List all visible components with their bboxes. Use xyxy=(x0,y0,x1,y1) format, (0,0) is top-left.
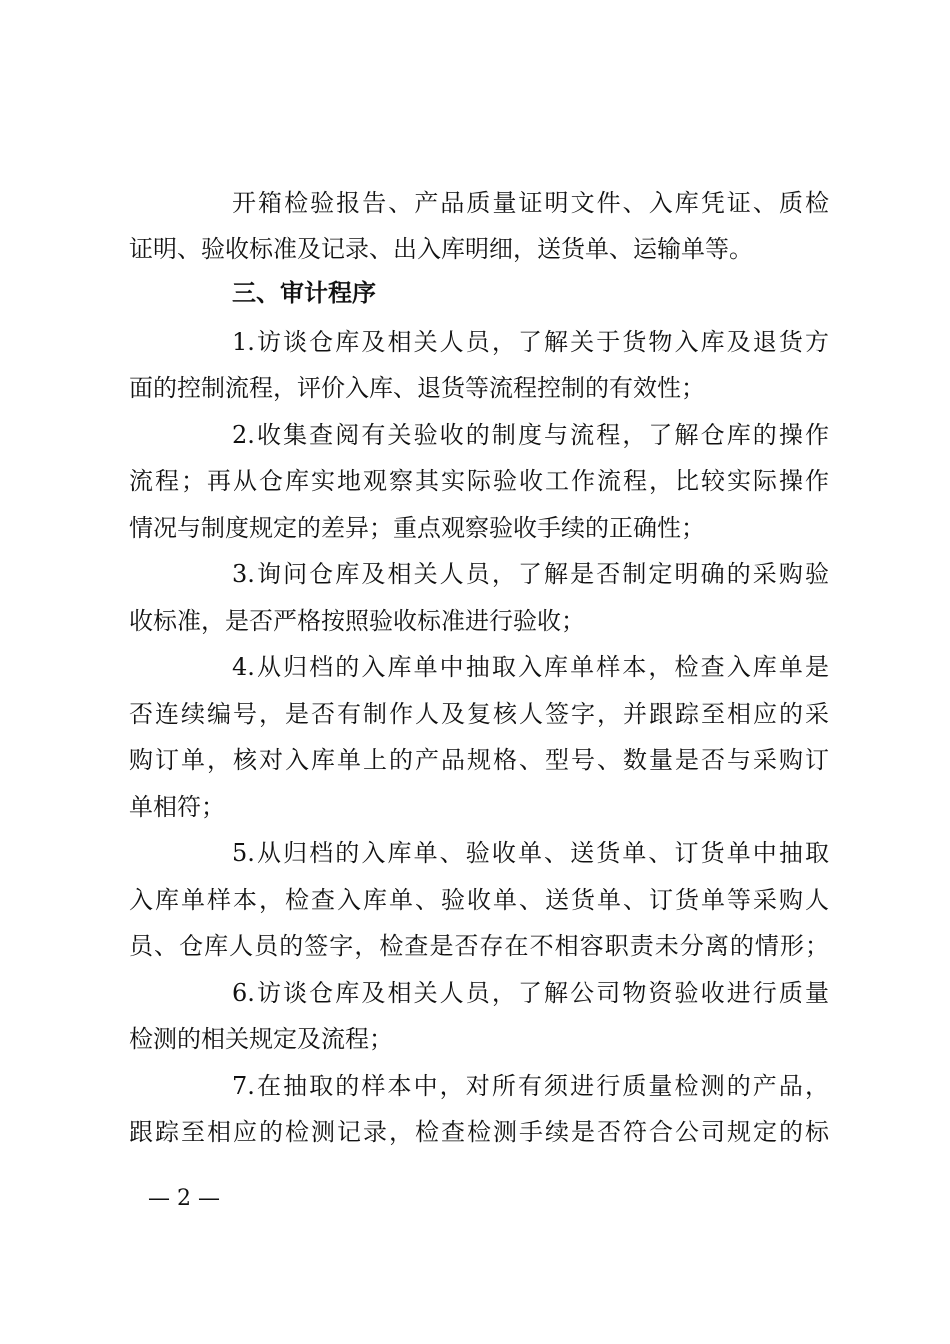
paragraph-line: 检测的相关规定及流程； xyxy=(129,1025,393,1053)
paragraph-line: 面的控制流程，评价入库、退货等流程控制的有效性； xyxy=(129,374,705,402)
paragraph-line: 7.在抽取的样本中，对所有须进行质量检测的产品， xyxy=(232,1072,829,1100)
paragraph-line: 开箱检验报告、产品质量证明文件、入库凭证、质检 xyxy=(232,189,829,217)
paragraph-line: 否连续编号，是否有制作人及复核人签字，并跟踪至相应的采 xyxy=(129,700,829,728)
paragraph-line: 入库单样本，检查入库单、验收单、送货单、订货单等采购人 xyxy=(129,886,829,914)
paragraph-line: 2.收集查阅有关验收的制度与流程，了解仓库的操作 xyxy=(232,421,829,449)
paragraph-line: 3.询问仓库及相关人员，了解是否制定明确的采购验 xyxy=(232,560,829,588)
paragraph-line: 流程；再从仓库实地观察其实际验收工作流程，比较实际操作 xyxy=(129,467,829,495)
paragraph-line: 情况与制度规定的差异；重点观察验收手续的正确性； xyxy=(129,514,705,542)
paragraph-line: 6.访谈仓库及相关人员，了解公司物资验收进行质量 xyxy=(232,979,829,1007)
paragraph-line: 5.从归档的入库单、验收单、送货单、订货单中抽取 xyxy=(232,839,829,867)
paragraph-line: 购订单，核对入库单上的产品规格、型号、数量是否与采购订 xyxy=(129,746,829,774)
paragraph-line: 员、仓库人员的签字，检查是否存在不相容职责未分离的情形； xyxy=(129,932,829,960)
paragraph-line: 跟踪至相应的检测记录，检查检测手续是否符合公司规定的标 xyxy=(129,1118,829,1146)
paragraph-line: 收标准，是否严格按照验收标准进行验收； xyxy=(129,607,585,635)
page-number: — 2 — xyxy=(148,1186,220,1211)
paragraph-line: 证明、验收标准及记录、出入库明细，送货单、运输单等。 xyxy=(129,235,753,263)
paragraph-line: 1.访谈仓库及相关人员，了解关于货物入库及退货方 xyxy=(232,328,829,356)
section-heading: 三、审计程序 xyxy=(232,279,376,307)
paragraph-line: 4.从归档的入库单中抽取入库单样本，检查入库单是 xyxy=(232,653,829,681)
paragraph-line: 单相符； xyxy=(129,793,225,821)
